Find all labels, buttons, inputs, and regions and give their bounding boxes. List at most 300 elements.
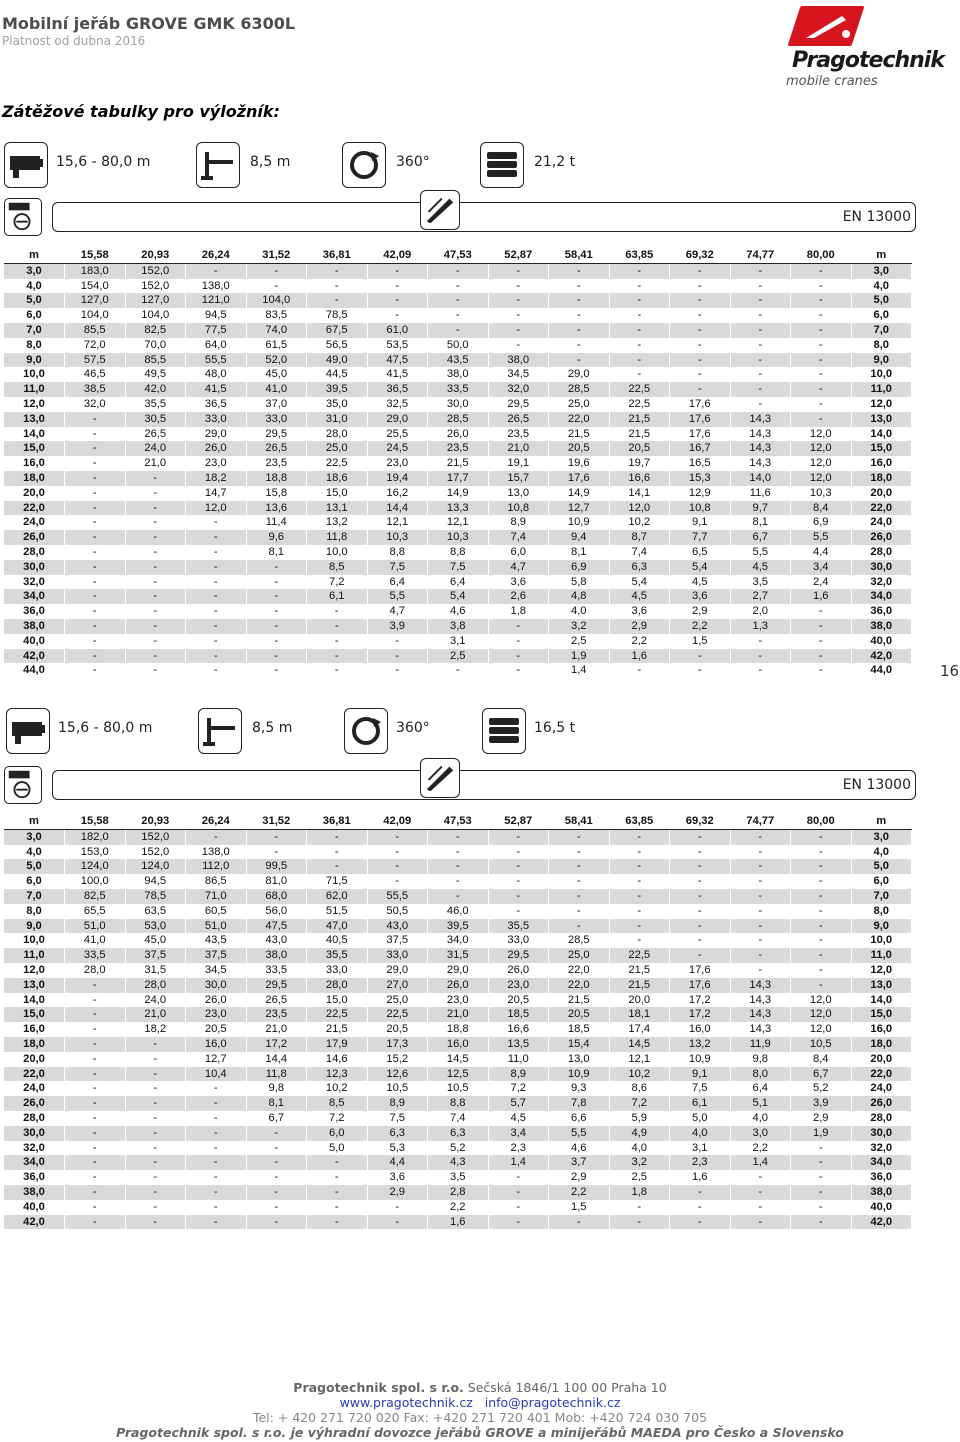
load-cell: - [186, 1200, 247, 1215]
load-cell: 15,8 [246, 486, 307, 501]
load-cell: 37,5 [125, 948, 186, 963]
load-cell: 8,4 [791, 501, 852, 516]
load-cell: 12,0 [791, 471, 852, 486]
load-cell: 104,0 [65, 308, 126, 323]
load-cell: - [670, 353, 731, 368]
load-cell: 12,1 [428, 515, 489, 530]
table-row [4, 1111, 912, 1126]
load-cell: - [791, 859, 852, 874]
load-cell: 20,5 [186, 1022, 247, 1037]
load-cell: - [65, 456, 126, 471]
load-cell: 10,3 [428, 530, 489, 545]
norm-label: EN 13000 [842, 209, 911, 225]
counterweight-arm-icon [196, 142, 240, 188]
load-cell: 24,0 [125, 441, 186, 456]
load-cell: - [65, 560, 126, 575]
table-header-cell: 42,09 [367, 814, 428, 829]
load-cell: - [670, 663, 731, 678]
load-cell: - [609, 889, 670, 904]
load-cell: 6,0 [488, 545, 549, 560]
radius-cell: 40,0 [851, 1200, 912, 1215]
load-cell: 2,2 [670, 619, 731, 634]
load-cell: - [730, 1215, 791, 1230]
load-cell: 21,0 [125, 456, 186, 471]
load-cell: 71,5 [307, 874, 368, 889]
radius-cell: 8,0 [851, 338, 912, 353]
load-cell: 183,0 [65, 263, 126, 278]
load-cell: - [609, 919, 670, 934]
load-cell: 86,5 [186, 874, 247, 889]
table-row [4, 545, 912, 560]
load-cell: - [125, 1081, 186, 1096]
slew-rotation-icon [344, 708, 388, 754]
load-cell: 182,0 [65, 829, 126, 844]
load-cell: - [246, 263, 307, 278]
table-row [4, 382, 912, 397]
table-row [4, 530, 912, 545]
load-cell: 3,6 [609, 604, 670, 619]
load-cell: 9,7 [730, 501, 791, 516]
load-cell: - [186, 575, 247, 590]
load-cell: - [730, 948, 791, 963]
load-cell: 6,1 [670, 1096, 731, 1111]
load-cell: - [609, 829, 670, 844]
table-header-cell: 74,77 [730, 814, 791, 829]
load-cell: 51,0 [186, 919, 247, 934]
load-cell: 36,5 [186, 397, 247, 412]
load-cell: 18,5 [488, 1007, 549, 1022]
load-cell: 21,5 [609, 978, 670, 993]
load-cell: - [186, 530, 247, 545]
load-cell: 21,5 [609, 427, 670, 442]
load-cell: 22,0 [549, 978, 610, 993]
footer-email-link[interactable]: info@pragotechnik.cz [484, 1395, 621, 1410]
load-cell: 78,5 [307, 308, 368, 323]
load-cell: 17,6 [670, 397, 731, 412]
load-cell: 6,4 [428, 575, 489, 590]
load-cell: - [428, 308, 489, 323]
load-cell: - [730, 845, 791, 860]
load-cell: 20,5 [549, 441, 610, 456]
load-cell: - [186, 263, 247, 278]
load-cell: 17,6 [670, 978, 731, 993]
load-cell: 2,9 [609, 619, 670, 634]
table-row [4, 933, 912, 948]
load-cell: 10,5 [428, 1081, 489, 1096]
load-cell: - [367, 663, 428, 678]
load-cell: 22,5 [609, 382, 670, 397]
load-cell: 7,7 [670, 530, 731, 545]
load-cell: 12,0 [186, 501, 247, 516]
table-row [4, 471, 912, 486]
load-cell: 12,1 [367, 515, 428, 530]
load-cell: 5,0 [670, 1111, 731, 1126]
radius-cell: 3,0 [4, 829, 65, 844]
table-row [4, 397, 912, 412]
load-cell: - [730, 889, 791, 904]
load-cell: 82,5 [65, 889, 126, 904]
load-cell: - [125, 1037, 186, 1052]
load-cell: - [670, 293, 731, 308]
load-cell: - [609, 367, 670, 382]
load-cell: - [488, 634, 549, 649]
load-cell: 38,5 [65, 382, 126, 397]
load-cell: 33,0 [246, 412, 307, 427]
load-cell: 1,6 [670, 1170, 731, 1185]
slew-rotation-icon [342, 142, 386, 188]
load-cell: 71,0 [186, 889, 247, 904]
radius-cell: 12,0 [4, 963, 65, 978]
load-cell: 12,0 [791, 993, 852, 1008]
load-cell: 49,5 [125, 367, 186, 382]
load-table-1 [4, 248, 912, 678]
load-cell: - [65, 1141, 126, 1156]
radius-cell: 28,0 [4, 545, 65, 560]
load-cell: 15,0 [307, 486, 368, 501]
load-cell: - [791, 397, 852, 412]
load-cell: - [488, 279, 549, 294]
radius-cell: 10,0 [851, 367, 912, 382]
load-cell: - [549, 308, 610, 323]
load-cell: 14,4 [367, 501, 428, 516]
load-cell: - [186, 663, 247, 678]
load-cell: - [367, 829, 428, 844]
load-cell: - [125, 530, 186, 545]
load-cell: - [125, 501, 186, 516]
counterweight-arm-icon [198, 708, 242, 754]
load-cell: - [428, 263, 489, 278]
load-cell: - [65, 1052, 126, 1067]
load-cell: 21,5 [549, 427, 610, 442]
load-cell: 153,0 [65, 845, 126, 860]
load-cell: - [730, 263, 791, 278]
footer-web-link[interactable]: www.pragotechnik.cz [339, 1395, 473, 1410]
radius-cell: 5,0 [4, 859, 65, 874]
load-cell: 32,0 [65, 397, 126, 412]
load-cell: 28,0 [125, 978, 186, 993]
load-cell: - [609, 874, 670, 889]
load-cell: - [609, 859, 670, 874]
load-cell: - [307, 604, 368, 619]
load-cell: - [65, 1007, 126, 1022]
load-cell: 26,5 [125, 427, 186, 442]
load-cell: - [246, 649, 307, 664]
load-cell: 35,5 [307, 948, 368, 963]
load-cell: - [125, 604, 186, 619]
load-cell: 85,5 [125, 353, 186, 368]
load-cell: 7,2 [307, 575, 368, 590]
load-cell: 29,0 [186, 427, 247, 442]
load-cell: 4,4 [791, 545, 852, 560]
load-cell: - [186, 649, 247, 664]
header-title: Mobilní jeřáb GROVE GMK 6300L [2, 14, 296, 33]
load-cell: - [791, 367, 852, 382]
load-cell: - [246, 634, 307, 649]
load-cell: 16,6 [488, 1022, 549, 1037]
table-row [4, 1022, 912, 1037]
load-cell: - [186, 560, 247, 575]
load-cell: 4,0 [549, 604, 610, 619]
load-cell: - [428, 845, 489, 860]
table-row [4, 1081, 912, 1096]
radius-cell: 18,0 [851, 1037, 912, 1052]
radius-cell: 42,0 [851, 1215, 912, 1230]
load-cell: 31,0 [307, 412, 368, 427]
load-cell: - [186, 1081, 247, 1096]
load-cell: - [65, 515, 126, 530]
norm-bar [52, 202, 916, 232]
load-cell: - [670, 367, 731, 382]
radius-cell: 10,0 [4, 367, 65, 382]
load-cell: 2,9 [670, 604, 731, 619]
load-cell: 9,6 [246, 530, 307, 545]
load-cell: 23,5 [246, 1007, 307, 1022]
load-cell: - [791, 279, 852, 294]
load-cell: - [367, 649, 428, 664]
load-cell: 1,8 [609, 1185, 670, 1200]
load-cell: - [246, 1215, 307, 1230]
load-cell: 85,5 [65, 323, 126, 338]
load-cell: - [791, 263, 852, 278]
load-cell: 55,5 [367, 889, 428, 904]
load-cell: 38,0 [246, 948, 307, 963]
load-cell: 14,3 [730, 1007, 791, 1022]
load-cell: 13,3 [428, 501, 489, 516]
load-cell: 19,7 [609, 456, 670, 471]
load-cell: 81,0 [246, 874, 307, 889]
radius-cell: 36,0 [851, 1170, 912, 1185]
load-cell: 29,0 [367, 963, 428, 978]
load-cell: 8,8 [428, 545, 489, 560]
load-cell: 8,9 [367, 1096, 428, 1111]
radius-cell: 12,0 [851, 963, 912, 978]
load-cell: 15,3 [670, 471, 731, 486]
load-cell: 29,0 [549, 367, 610, 382]
radius-cell: 20,0 [4, 1052, 65, 1067]
load-cell: - [730, 649, 791, 664]
load-cell: - [428, 874, 489, 889]
load-cell: - [186, 545, 247, 560]
load-cell: - [670, 889, 731, 904]
load-cell: 6,4 [367, 575, 428, 590]
load-cell: - [609, 1215, 670, 1230]
load-cell: 4,0 [730, 1111, 791, 1126]
load-cell: 39,5 [307, 382, 368, 397]
table-header-cell: 74,77 [730, 248, 791, 263]
table-row [4, 978, 912, 993]
table-header-cell: 80,00 [791, 248, 852, 263]
table-row [4, 1215, 912, 1230]
load-cell: - [549, 889, 610, 904]
load-cell: - [246, 829, 307, 844]
radius-cell: 16,0 [851, 1022, 912, 1037]
load-cell: 4,0 [609, 1141, 670, 1156]
load-cell: 7,5 [428, 560, 489, 575]
load-cell: 17,2 [246, 1037, 307, 1052]
table-row [4, 1141, 912, 1156]
load-cell: - [367, 634, 428, 649]
load-cell: 43,0 [246, 933, 307, 948]
load-cell: 28,0 [307, 427, 368, 442]
load-cell: - [730, 353, 791, 368]
table-header-cell: 31,52 [246, 814, 307, 829]
radius-cell: 34,0 [851, 1155, 912, 1170]
load-cell: - [186, 829, 247, 844]
table-row [4, 948, 912, 963]
load-cell: - [670, 263, 731, 278]
radius-cell: 26,0 [4, 1096, 65, 1111]
load-cell: - [428, 859, 489, 874]
load-cell: 22,0 [549, 412, 610, 427]
load-cell: 12,0 [791, 441, 852, 456]
load-cell: 9,1 [670, 515, 731, 530]
radius-cell: 7,0 [4, 323, 65, 338]
load-cell: - [65, 1037, 126, 1052]
load-cell: 20,5 [609, 441, 670, 456]
load-cell: 9,8 [246, 1081, 307, 1096]
crane-hook-icon [420, 190, 460, 230]
load-cell: - [488, 845, 549, 860]
load-cell: 11,0 [488, 1052, 549, 1067]
radius-cell: 22,0 [4, 1067, 65, 1082]
load-cell: - [125, 1170, 186, 1185]
radius-cell: 14,0 [851, 427, 912, 442]
load-cell: - [125, 1111, 186, 1126]
load-cell: - [670, 308, 731, 323]
table-row [4, 279, 912, 294]
load-cell: 33,0 [488, 933, 549, 948]
load-cell: - [488, 1170, 549, 1185]
load-cell: - [65, 441, 126, 456]
load-cell: - [730, 338, 791, 353]
load-cell: 8,9 [488, 515, 549, 530]
load-cell: 2,9 [549, 1170, 610, 1185]
load-cell: 12,0 [791, 1007, 852, 1022]
load-cell: 5,1 [730, 1096, 791, 1111]
load-cell: - [488, 1200, 549, 1215]
load-cell: - [791, 845, 852, 860]
radius-cell: 24,0 [4, 1081, 65, 1096]
load-cell: 5,7 [488, 1096, 549, 1111]
radius-cell: 7,0 [851, 323, 912, 338]
radius-cell: 30,0 [851, 560, 912, 575]
table-header-cell: 36,81 [307, 248, 368, 263]
outrigger-icon [4, 766, 42, 804]
radius-cell: 34,0 [4, 1155, 65, 1170]
load-cell: - [791, 933, 852, 948]
load-cell: - [488, 619, 549, 634]
load-cell: - [367, 293, 428, 308]
load-cell: 10,3 [367, 530, 428, 545]
load-cell: 64,0 [186, 338, 247, 353]
load-cell: - [488, 829, 549, 844]
load-cell: - [65, 501, 126, 516]
load-cell: - [125, 545, 186, 560]
load-cell: 8,9 [488, 1067, 549, 1082]
load-cell: - [791, 904, 852, 919]
load-cell: - [670, 649, 731, 664]
load-cell: 5,5 [791, 530, 852, 545]
table-header-cell: 20,93 [125, 814, 186, 829]
radius-cell: 20,0 [851, 486, 912, 501]
load-cell: 56,5 [307, 338, 368, 353]
load-cell: 6,7 [730, 530, 791, 545]
radius-cell: 10,0 [4, 933, 65, 948]
radius-cell: 20,0 [851, 1052, 912, 1067]
table-row [4, 441, 912, 456]
load-cell: 37,0 [246, 397, 307, 412]
load-cell: - [65, 1200, 126, 1215]
load-cell: - [670, 859, 731, 874]
table-row [4, 308, 912, 323]
load-cell: 35,5 [125, 397, 186, 412]
load-cell: 41,0 [246, 382, 307, 397]
load-cell: 26,0 [428, 427, 489, 442]
radius-cell: 34,0 [851, 589, 912, 604]
load-cell: - [609, 353, 670, 368]
radius-cell: 4,0 [851, 279, 912, 294]
load-cell: 33,5 [428, 382, 489, 397]
load-cell: - [488, 1215, 549, 1230]
load-cell: 29,5 [246, 427, 307, 442]
load-cell: 2,5 [549, 634, 610, 649]
load-cell: - [367, 1200, 428, 1215]
load-cell: 3,9 [791, 1096, 852, 1111]
load-cell: - [186, 604, 247, 619]
load-cell: 7,4 [609, 545, 670, 560]
load-cell: 36,5 [367, 382, 428, 397]
load-cell: 28,5 [549, 933, 610, 948]
load-cell: 21,5 [307, 1022, 368, 1037]
load-cell: - [791, 634, 852, 649]
table-row [4, 889, 912, 904]
load-cell: 4,6 [549, 1141, 610, 1156]
load-cell: - [549, 845, 610, 860]
load-cell: - [186, 1155, 247, 1170]
load-cell: 1,8 [488, 604, 549, 619]
load-cell: - [670, 279, 731, 294]
load-cell: 22,5 [307, 456, 368, 471]
load-cell: 21,5 [428, 456, 489, 471]
table-header-row [4, 248, 912, 263]
load-cell: 38,0 [488, 353, 549, 368]
load-cell: 13,0 [488, 486, 549, 501]
load-cell: 41,5 [367, 367, 428, 382]
load-cell: - [125, 1155, 186, 1170]
load-cell: 51,5 [307, 904, 368, 919]
load-cell: - [65, 978, 126, 993]
load-cell: 4,9 [609, 1126, 670, 1141]
load-cell: - [65, 1096, 126, 1111]
radius-cell: 16,0 [4, 456, 65, 471]
load-cell: 7,4 [488, 530, 549, 545]
load-cell: - [730, 279, 791, 294]
load-cell: - [549, 904, 610, 919]
load-cell: 26,5 [246, 993, 307, 1008]
radius-cell: 30,0 [851, 1126, 912, 1141]
load-cell: 20,5 [367, 1022, 428, 1037]
radius-cell: 11,0 [851, 382, 912, 397]
footer-contacts [0, 1395, 960, 1410]
load-cell: 52,0 [246, 353, 307, 368]
load-cell: 7,4 [428, 1111, 489, 1126]
table-header-cell: 69,32 [670, 248, 731, 263]
load-cell: 7,2 [488, 1081, 549, 1096]
load-cell: 21,0 [488, 441, 549, 456]
load-cell: 20,0 [609, 993, 670, 1008]
radius-cell: 5,0 [4, 293, 65, 308]
load-cell: 8,4 [791, 1052, 852, 1067]
